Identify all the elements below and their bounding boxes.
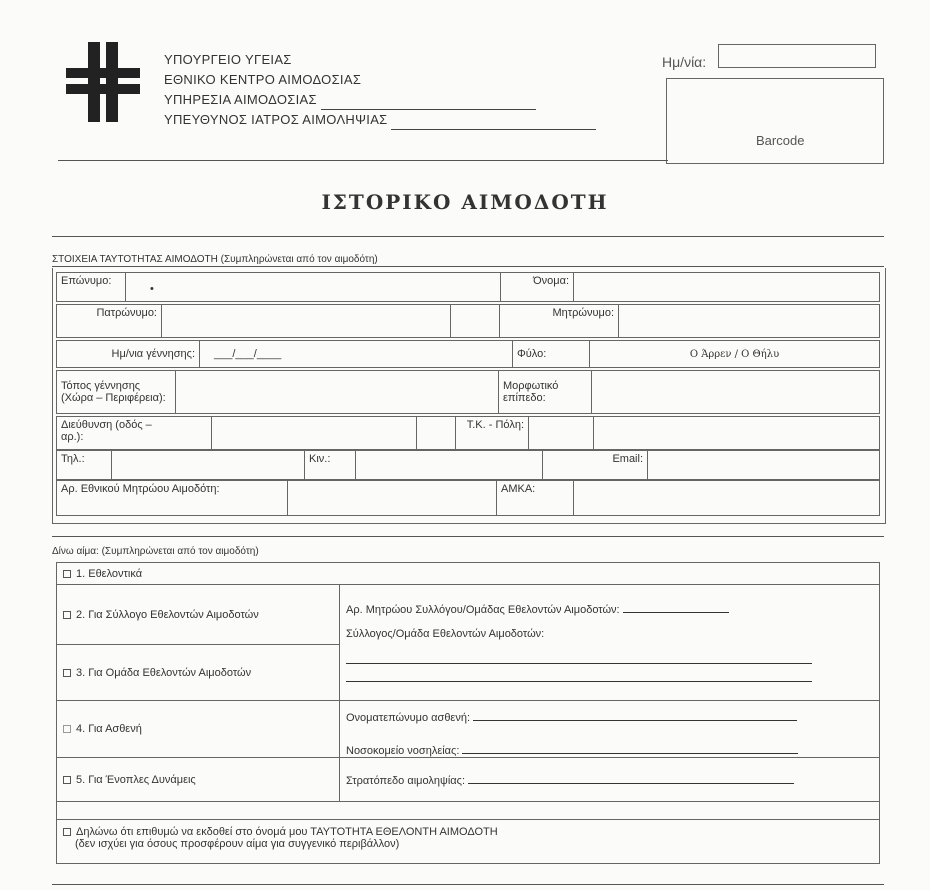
mothers-name-label: Μητρώνυμο:	[500, 305, 619, 338]
option-armed-forces[interactable]: 5. Για Ένοπλες Δυνάμεις	[57, 758, 340, 802]
checkbox-icon[interactable]	[63, 669, 71, 677]
mobile-field[interactable]	[356, 451, 543, 480]
amka-label: ΑΜΚΑ:	[497, 481, 574, 516]
row-birth-gender	[56, 340, 880, 368]
donor-registry-field[interactable]	[288, 481, 497, 516]
mothers-name-field[interactable]	[619, 305, 880, 338]
fathers-name-field[interactable]	[162, 305, 451, 338]
birth-place-label: Τόπος γέννησης (Χώρα – Περιφέρεια):	[57, 371, 176, 414]
option-group[interactable]: 3. Για Ομάδα Εθελοντών Αιμοδοτών	[57, 645, 340, 701]
id-card-declaration[interactable]: Δηλώνω ότι επιθυμώ να εκδοθεί στο όνομά μου ΤΑΥΤΟΤΗΤΑ ΕΘΕΛΟΝΤΗ ΑΙΜΟΔΟΤΗ (δεν ισχύει για όσους προσφέρουν αίμα για συγγενικό περιβάλλον)	[57, 820, 880, 864]
surname-label: Επώνυμο:	[57, 273, 126, 302]
page-title: ΙΣΤΟΡΙΚΟ ΑΙΜΟΔΟΤΗ	[321, 190, 609, 214]
email-label: Email:	[543, 451, 648, 480]
assoc-name-line-1[interactable]	[346, 652, 812, 664]
donor-registry-label: Αρ. Εθνικού Μητρώου Αιμοδότη:	[57, 481, 288, 516]
org-header	[164, 50, 596, 130]
surname-field[interactable]: •	[126, 273, 501, 302]
address-street-field[interactable]	[212, 417, 417, 450]
checkbox-icon[interactable]	[63, 611, 71, 619]
row-contact	[56, 450, 880, 480]
postal-city-label: Τ.Κ. - Πόλη:	[456, 417, 529, 450]
row-birthplace-education	[56, 370, 880, 414]
footer-line	[52, 884, 884, 885]
row-registry	[56, 480, 880, 516]
hospital-field[interactable]: Νοσοκομείο νοσηλείας:	[346, 742, 873, 757]
header-divider	[58, 160, 668, 161]
first-name-field[interactable]	[574, 273, 880, 302]
spacer-row	[57, 802, 880, 820]
birth-date-label: Ημ/νια γέννησης:	[57, 341, 200, 368]
option-patient[interactable]: 4. Για Ασθενή	[57, 701, 340, 758]
identity-section-title: ΣΤΟΙΧΕΙΑ ΤΑΥΤΟΤΗΤΑΣ ΑΙΜΟΔΟΤΗ (Συμπληρώνεται από τον αιμοδότη)	[52, 254, 378, 265]
row-names	[56, 272, 880, 302]
donation-table	[56, 562, 880, 864]
gender-label: Φύλο:	[513, 341, 590, 368]
mobile-label: Κιν.:	[305, 451, 356, 480]
identity-table	[56, 272, 880, 516]
date-label: Ημ/νία:	[662, 54, 707, 70]
gender-options[interactable]: Ο Άρρεν / Ο Θήλυ	[590, 341, 880, 368]
military-camp-field[interactable]: Στρατόπεδο αιμοληψίας:	[340, 758, 880, 802]
checkbox-icon[interactable]	[63, 570, 71, 578]
patient-name-field[interactable]: Ονοματεπώνυμο ασθενή:	[346, 709, 873, 724]
city-field[interactable]	[594, 417, 880, 450]
date-field[interactable]	[718, 44, 876, 68]
assoc-name-line-2[interactable]	[346, 670, 812, 682]
declaration-note: (δεν ισχύει για όσους προσφέρουν αίμα για συγγενικό περιβάλλον)	[75, 838, 400, 850]
assoc-name-label: Σύλλογος/Ομάδα Εθελοντών Αιμοδοτών:	[346, 628, 545, 640]
association-details	[340, 585, 880, 701]
amka-field[interactable]	[574, 481, 880, 516]
option-voluntary[interactable]: 1. Εθελοντικά	[57, 563, 880, 585]
option-association[interactable]: 2. Για Σύλλογο Εθελοντών Αιμοδοτών	[57, 585, 340, 645]
birth-place-field[interactable]	[176, 371, 499, 414]
postal-code-field[interactable]	[529, 417, 594, 450]
birth-date-field[interactable]: ___/___/____	[200, 341, 513, 368]
email-field[interactable]	[648, 451, 880, 480]
row-address	[56, 416, 880, 450]
org-line-ministry: ΥΠΟΥΡΓΕΙΟ ΥΓΕΙΑΣ	[164, 52, 292, 67]
checkbox-icon[interactable]	[63, 725, 71, 733]
donation-section-title: Δίνω αίμα: (Συμπληρώνεται από τον αιμοδότη)	[52, 546, 259, 557]
address-number-field[interactable]	[417, 417, 456, 450]
first-name-label: Όνομα:	[501, 273, 574, 302]
education-field[interactable]	[592, 371, 880, 414]
identity-top-line	[52, 266, 884, 267]
phone-field[interactable]	[112, 451, 305, 480]
org-line-center: ΕΘΝΙΚΟ ΚΕΝΤΡΟ ΑΙΜΟΔΟΣΙΑΣ	[164, 72, 362, 87]
org-line-service: ΥΠΗΡΕΣΙΑ ΑΙΜΟΔΟΣΙΑΣ	[164, 90, 596, 110]
org-line-doctor: ΥΠΕΥΘΥΝΟΣ ΙΑΤΡΟΣ ΑΙΜΟΛΗΨΙΑΣ	[164, 110, 596, 130]
row-parents	[56, 304, 880, 338]
checkbox-icon[interactable]	[63, 828, 71, 836]
cross-logo-icon	[66, 42, 140, 122]
checkbox-icon[interactable]	[63, 776, 71, 784]
patient-details	[340, 701, 880, 758]
education-label: Μορφωτικό επίπεδο:	[499, 371, 592, 414]
fathers-name-label: Πατρώνυμο:	[57, 305, 162, 338]
barcode-box	[666, 78, 884, 164]
assoc-registry-field[interactable]: Αρ. Μητρώου Συλλόγου/Ομάδας Εθελοντών Αιμοδοτών:	[346, 601, 873, 616]
barcode-label: Barcode	[756, 133, 805, 148]
donation-divider	[52, 536, 884, 537]
fathers-name-extra	[451, 305, 500, 338]
address-label: Διεύθυνση (οδός – αρ.):	[57, 417, 212, 450]
section-divider	[52, 236, 884, 237]
phone-label: Τηλ.:	[57, 451, 112, 480]
